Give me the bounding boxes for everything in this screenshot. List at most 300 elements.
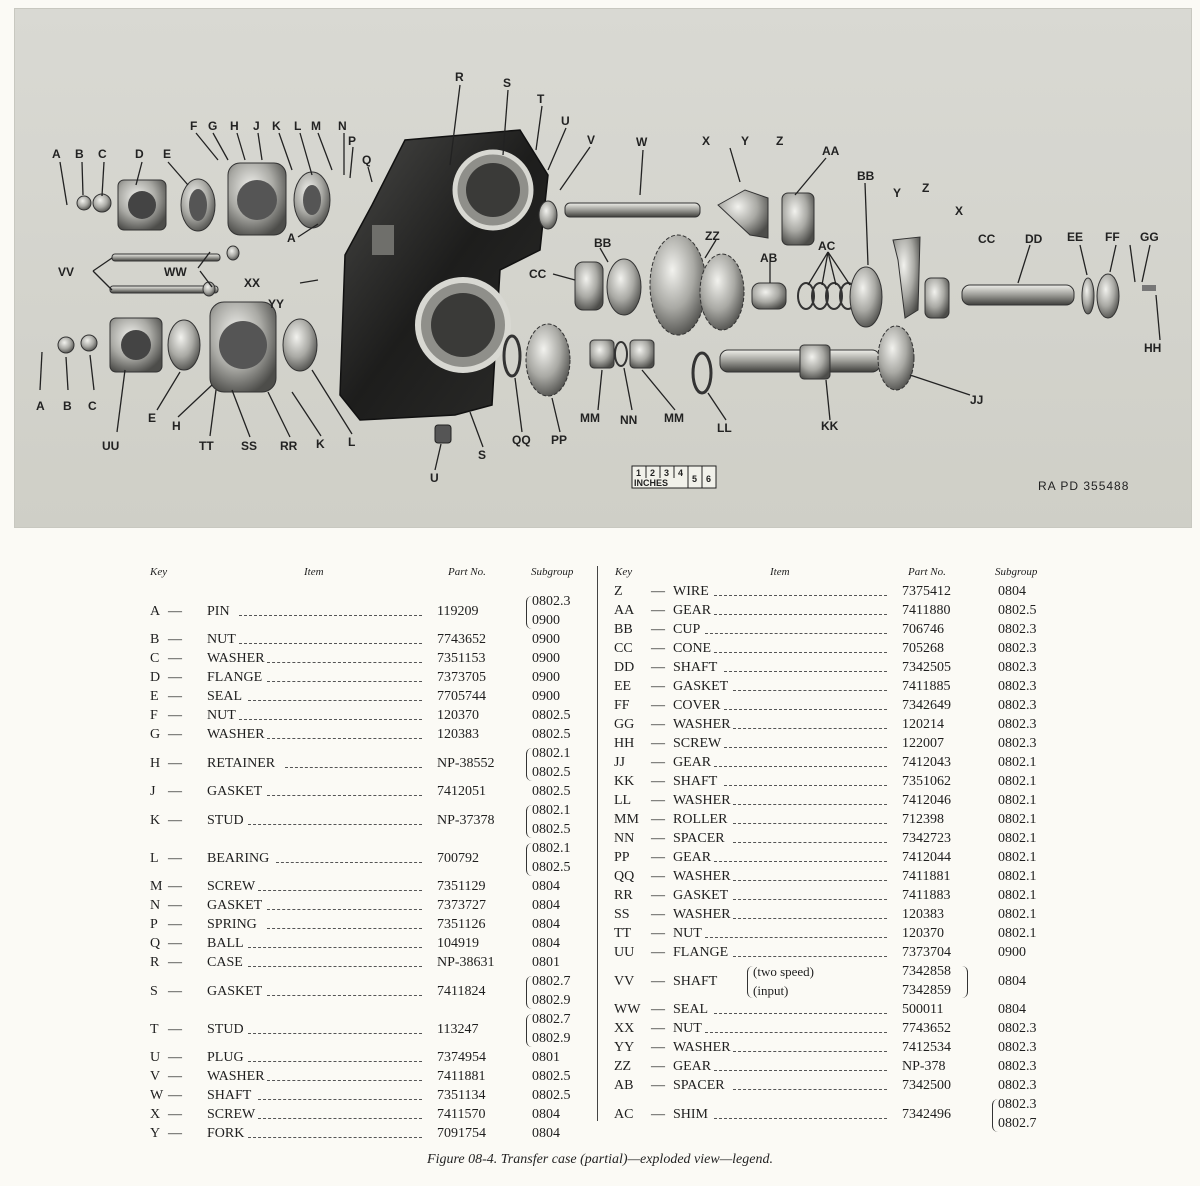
callout-label: K: [316, 437, 325, 451]
row-item: STUD: [207, 813, 244, 828]
row-subgroup: 0802.1: [532, 841, 571, 856]
row-subgroup: 0802.1: [998, 888, 1037, 903]
callout-label: S: [503, 76, 512, 90]
row-dash: —: [651, 641, 665, 656]
row-dash: —: [168, 1088, 182, 1103]
row-part-number: 700792: [437, 851, 479, 866]
row-subgroup: 0804: [998, 974, 1026, 989]
row-key: EE: [614, 679, 632, 694]
legend-row: [0, 736, 1200, 755]
scale-tick: 2: [650, 468, 656, 478]
header-part-left: Part No.: [448, 566, 486, 578]
row-item: SHAFT: [673, 974, 718, 989]
row-dash: —: [651, 774, 665, 789]
row-subgroup: 0802.5: [532, 784, 571, 799]
row-item: SHAFT: [207, 1088, 252, 1103]
row-subgroup: 0802.9: [532, 1031, 571, 1046]
callout-label: AA: [822, 144, 840, 158]
row-dash: —: [651, 717, 665, 732]
row-item: SCREW: [207, 1107, 256, 1122]
callout-label: QQ: [512, 433, 531, 447]
row-leader: [733, 1040, 887, 1052]
row-part-number: 7351129: [437, 879, 486, 894]
legend-row: [0, 1021, 1200, 1040]
row-dash: —: [651, 850, 665, 865]
row-subgroup: 0802.3: [998, 736, 1037, 751]
callout-label: WW: [164, 265, 187, 279]
row-subgroup: 0900: [532, 651, 560, 666]
header-subgroup-left: Subgroup: [531, 566, 574, 578]
callout-label: L: [348, 435, 356, 449]
row-subgroup: 0802.1: [998, 831, 1037, 846]
row-dash: —: [168, 898, 182, 913]
header-key-left: Key: [150, 566, 168, 578]
row-subgroup: 0802.3: [532, 594, 571, 609]
row-dash: —: [651, 793, 665, 808]
row-key: J: [150, 784, 156, 799]
row-dash: —: [168, 851, 182, 866]
row-item: CONE: [673, 641, 712, 656]
row-key: U: [150, 1050, 161, 1065]
row-item: WASHER: [673, 869, 731, 884]
row-part-number: 104919: [437, 936, 479, 951]
row-part-number: 7412534: [902, 1040, 951, 1055]
row-part-number: 7374954: [437, 1050, 486, 1065]
row-subgroup: 0802.1: [998, 907, 1037, 922]
row-item: COVER: [673, 698, 721, 713]
row-dash: —: [168, 708, 182, 723]
row-leader: [714, 850, 887, 862]
row-part-number: 119209: [437, 604, 479, 619]
row-key: L: [150, 851, 159, 866]
row-item: WASHER: [673, 793, 731, 808]
row-dash: —: [168, 632, 182, 647]
row-item: SPRING: [207, 917, 257, 932]
row-key: Z: [614, 584, 623, 599]
row-leader: [724, 698, 888, 710]
legend-row: [0, 1040, 1200, 1059]
row-dash: —: [168, 784, 182, 799]
row-part-number: 7375412: [902, 584, 951, 599]
row-item: SPACER: [673, 831, 725, 846]
row-subgroup: 0900: [532, 613, 560, 628]
row-item: GEAR: [673, 850, 712, 865]
row-subgroup: 0802.3: [998, 641, 1037, 656]
scale-tick: 4: [678, 468, 684, 478]
row-part-number: 120383: [902, 907, 944, 922]
row-part-number: NP-37378: [437, 813, 495, 828]
callout-label: NN: [620, 413, 638, 427]
row-dash: —: [168, 670, 182, 685]
row-key: P: [150, 917, 158, 932]
row-subgroup: 0900: [998, 945, 1026, 960]
row-item: GASKET: [673, 888, 729, 903]
row-key: M: [150, 879, 163, 894]
header-subgroup-right: Subgroup: [995, 566, 1038, 578]
row-item: SHAFT: [673, 660, 718, 675]
row-dash: —: [168, 936, 182, 951]
row-subgroup: 0802.1: [998, 793, 1037, 808]
callout-label: GG: [1140, 230, 1159, 244]
callout-label: E: [163, 147, 172, 161]
row-key: MM: [614, 812, 639, 827]
row-item: WASHER: [207, 651, 265, 666]
row-part-number: 7351062: [902, 774, 951, 789]
row-key: FF: [614, 698, 630, 713]
legend-row: [0, 793, 1200, 812]
row-key: A: [150, 604, 161, 619]
row-key: YY: [614, 1040, 635, 1055]
row-part-number: 705268: [902, 641, 944, 656]
row-item: SCREW: [673, 736, 722, 751]
row-subgroup: 0802.3: [998, 660, 1037, 675]
row-item: GEAR: [673, 755, 712, 770]
row-dash: —: [651, 945, 665, 960]
row-key: X: [150, 1107, 161, 1122]
row-part-number: 7411824: [437, 984, 486, 999]
row-part-number: 7705744: [437, 689, 486, 704]
callout-label: C: [88, 399, 97, 413]
row-subgroup: 0802.7: [998, 1116, 1037, 1131]
row-subgroup: 0804: [532, 879, 560, 894]
row-item: NUT: [673, 926, 702, 941]
row-part-number: 7411885: [902, 679, 951, 694]
row-leader: [714, 641, 887, 653]
legend-row: [0, 907, 1200, 926]
row-subgroup: 0802.7: [532, 1012, 571, 1027]
callout-label: E: [148, 411, 157, 425]
row-part-number: 7373705: [437, 670, 486, 685]
row-part-number: 113247: [437, 1022, 479, 1037]
row-dash: —: [168, 984, 182, 999]
scale-tick: 5: [692, 474, 698, 484]
row-leader: [714, 1059, 887, 1071]
row-part-number: 7351153: [437, 651, 486, 666]
row-dash: —: [651, 926, 665, 941]
row-item: PLUG: [207, 1050, 244, 1065]
callout-label: ZZ: [705, 229, 720, 243]
row-key: T: [150, 1022, 159, 1037]
row-key: S: [150, 984, 158, 999]
row-subgroup: 0802.1: [532, 803, 571, 818]
row-subgroup: 0804: [532, 1126, 560, 1141]
row-item: NUT: [673, 1021, 702, 1036]
row-subgroup: 0802.5: [532, 765, 571, 780]
row-leader: [733, 812, 887, 824]
row-dash: —: [651, 831, 665, 846]
callout-label: A: [36, 399, 45, 413]
row-dash: —: [168, 1126, 182, 1141]
header-item-right: Item: [770, 566, 790, 578]
row-key: SS: [614, 907, 630, 922]
legend-row: [0, 850, 1200, 869]
row-dash: —: [168, 1050, 182, 1065]
row-subgroup: 0802.3: [998, 698, 1037, 713]
callout-label: MM: [580, 411, 600, 425]
callout-label: A: [287, 231, 296, 245]
row-key: JJ: [614, 755, 625, 770]
legend-row: [0, 584, 1200, 603]
row-key: Q: [150, 936, 161, 951]
header-item-left: Item: [304, 566, 324, 578]
row-leader: [714, 603, 887, 615]
callout-label: X: [702, 134, 711, 148]
legend-row: [0, 622, 1200, 641]
row-item: NUT: [207, 632, 236, 647]
callout-label: U: [430, 471, 439, 485]
row-item: SPACER: [673, 1078, 725, 1093]
row-leader: [714, 755, 887, 767]
row-key: W: [150, 1088, 164, 1103]
variant-label: (two speed): [753, 964, 815, 979]
legend-row: [0, 698, 1200, 717]
row-part-number: 7412051: [437, 784, 486, 799]
callout-label: CC: [978, 232, 996, 246]
row-dash: —: [168, 955, 182, 970]
row-key: R: [150, 955, 160, 970]
callout-label: RR: [280, 439, 298, 453]
row-key: AB: [614, 1078, 634, 1093]
callout-label: XX: [244, 276, 261, 290]
row-key: UU: [614, 945, 635, 960]
row-subgroup: 0804: [998, 584, 1026, 599]
row-leader: [724, 736, 888, 748]
part-brace: [962, 966, 968, 998]
row-item: NUT: [207, 708, 236, 723]
row-part-number: 7342496: [902, 1107, 951, 1122]
row-leader: [714, 1107, 887, 1119]
row-dash: —: [651, 603, 665, 618]
row-subgroup: 0802.1: [998, 774, 1037, 789]
row-dash: —: [651, 622, 665, 637]
callout-label: PP: [551, 433, 568, 447]
callout-label: V: [587, 133, 596, 147]
row-subgroup: 0802.1: [998, 926, 1037, 941]
row-leader: [733, 793, 887, 805]
row-item: WASHER: [673, 717, 731, 732]
header-key-right: Key: [615, 566, 633, 578]
callout-label: N: [338, 119, 347, 133]
callout-label: AB: [760, 251, 778, 265]
row-part-number: 7411881: [902, 869, 951, 884]
callout-label: G: [208, 119, 218, 133]
row-part-number: 7351134: [437, 1088, 486, 1103]
legend-row: [0, 945, 1200, 964]
row-dash: —: [651, 1040, 665, 1055]
figure-caption: Figure 08-4. Transfer case (partial)—exploded view—legend.: [427, 1152, 773, 1167]
legend-row: [0, 926, 1200, 945]
reference-code: RA PD 355488: [1038, 479, 1130, 493]
row-subgroup: 0804: [532, 936, 560, 951]
row-item: FORK: [207, 1126, 245, 1141]
row-part-number: 120383: [437, 727, 479, 742]
row-dash: —: [168, 1107, 182, 1122]
callout-label: R: [455, 70, 464, 84]
row-subgroup: 0802.3: [998, 1097, 1037, 1112]
row-item: SEAL: [673, 1002, 708, 1017]
row-key: BB: [614, 622, 633, 637]
callout-label: BB: [857, 169, 875, 183]
row-dash: —: [651, 974, 665, 989]
callout-label: B: [63, 399, 72, 413]
row-part-number: 7411570: [437, 1107, 486, 1122]
row-part-number: 7412043: [902, 755, 951, 770]
legend-row: [0, 869, 1200, 888]
row-dash: —: [651, 660, 665, 675]
legend-row: [0, 1059, 1200, 1078]
row-subgroup: 0802.3: [998, 622, 1037, 637]
row-dash: —: [651, 584, 665, 599]
row-part-number: 7351126: [437, 917, 486, 932]
callout-label: K: [272, 119, 281, 133]
row-dash: —: [168, 813, 182, 828]
row-item: CASE: [207, 955, 243, 970]
row-item: RETAINER: [207, 756, 276, 771]
row-leader: [733, 945, 887, 957]
callout-label: Y: [893, 186, 902, 200]
row-part-number: 7342858: [902, 964, 951, 979]
callout-label: YY: [268, 297, 285, 311]
row-subgroup: 0802.5: [532, 708, 571, 723]
row-part-number: 120214: [902, 717, 944, 732]
row-key: QQ: [614, 869, 635, 884]
row-subgroup: 0804: [532, 917, 560, 932]
callout-label: FF: [1105, 230, 1120, 244]
row-key: PP: [614, 850, 630, 865]
row-part-number: 7342859: [902, 983, 951, 998]
row-leader: [705, 1021, 887, 1033]
row-subgroup: 0900: [532, 689, 560, 704]
row-key: C: [150, 651, 160, 666]
row-subgroup: 0804: [998, 1002, 1026, 1017]
legend-row: [0, 660, 1200, 679]
row-dash: —: [168, 651, 182, 666]
row-part-number: 122007: [902, 736, 944, 751]
row-subgroup: 0802.1: [998, 812, 1037, 827]
row-dash: —: [168, 1022, 182, 1037]
legend-row: [0, 603, 1200, 622]
row-key: AC: [614, 1107, 634, 1122]
row-item: GASKET: [207, 784, 263, 799]
row-leader: [733, 888, 887, 900]
legend-row: [0, 774, 1200, 793]
row-dash: —: [168, 727, 182, 742]
row-dash: —: [651, 1002, 665, 1017]
row-item: GEAR: [673, 1059, 712, 1074]
row-item: GEAR: [673, 603, 712, 618]
scale-tick: 3: [664, 468, 670, 478]
row-subgroup: 0802.5: [532, 727, 571, 742]
scale-label: INCHES: [634, 478, 669, 488]
row-part-number: 7411883: [902, 888, 951, 903]
row-subgroup: 0802.3: [998, 1021, 1037, 1036]
row-dash: —: [168, 917, 182, 932]
legend-row: [0, 964, 1200, 1002]
row-subgroup: 0802.1: [998, 755, 1037, 770]
callout-label: LL: [717, 421, 732, 435]
row-key: RR: [614, 888, 633, 903]
callout-label: UU: [102, 439, 120, 453]
row-part-number: NP-38552: [437, 756, 495, 771]
row-key: LL: [614, 793, 632, 808]
row-subgroup: 0802.5: [998, 603, 1037, 618]
row-subgroup: 0802.3: [998, 1059, 1037, 1074]
row-dash: —: [651, 1078, 665, 1093]
row-subgroup: 0801: [532, 1050, 560, 1065]
row-part-number: 712398: [902, 812, 944, 827]
row-dash: —: [168, 604, 182, 619]
callout-label: TT: [199, 439, 214, 453]
row-leader: [714, 584, 887, 596]
row-item: SEAL: [207, 689, 242, 704]
row-key: DD: [614, 660, 635, 675]
row-part-number: 7373704: [902, 945, 951, 960]
callout-label: KK: [821, 419, 839, 433]
transfer-case-housing: [340, 130, 548, 420]
callout-label: D: [135, 147, 144, 161]
row-subgroup: 0801: [532, 955, 560, 970]
callout-label: SS: [241, 439, 258, 453]
row-part-number: 7412046: [902, 793, 951, 808]
callout-label: DD: [1025, 232, 1043, 246]
row-dash: —: [651, 907, 665, 922]
legend-row: [0, 831, 1200, 850]
callout-label: F: [190, 119, 198, 133]
row-dash: —: [651, 679, 665, 694]
row-item: WIRE: [673, 584, 709, 599]
row-leader: [733, 679, 887, 691]
row-leader: [714, 1002, 887, 1014]
callout-label: L: [294, 119, 302, 133]
scale-tick: 1: [636, 468, 642, 478]
row-dash: —: [651, 888, 665, 903]
row-part-number: NP-38631: [437, 955, 495, 970]
legend-row: [0, 755, 1200, 774]
row-part-number: 706746: [902, 622, 944, 637]
row-subgroup: 0804: [532, 1107, 560, 1122]
row-dash: —: [651, 698, 665, 713]
row-part-number: 7743652: [902, 1021, 951, 1036]
row-dash: —: [168, 689, 182, 704]
row-subgroup: 0804: [532, 898, 560, 913]
row-part-number: 120370: [902, 926, 944, 941]
row-subgroup: 0802.3: [998, 1040, 1037, 1055]
row-item: GASKET: [207, 898, 263, 913]
row-leader: [724, 660, 888, 672]
callout-label: P: [348, 134, 357, 148]
row-subgroup: 0802.9: [532, 993, 571, 1008]
row-part-number: 120370: [437, 708, 479, 723]
callout-label: CC: [529, 267, 547, 281]
row-subgroup: 0802.5: [532, 1069, 571, 1084]
row-key: TT: [614, 926, 632, 941]
row-dash: —: [651, 736, 665, 751]
row-dash: —: [651, 1059, 665, 1074]
callout-label: T: [537, 92, 545, 106]
callout-label: Q: [362, 153, 372, 167]
row-subgroup: 0802.1: [532, 746, 571, 761]
row-dash: —: [651, 755, 665, 770]
callout-label: H: [172, 419, 181, 433]
row-key: GG: [614, 717, 635, 732]
legend-row: [0, 888, 1200, 907]
gear-train-parts: [435, 190, 1156, 443]
row-part-number: 7342649: [902, 698, 951, 713]
row-dash: —: [168, 756, 182, 771]
row-item: CUP: [673, 622, 701, 637]
inch-scale-bar: [632, 466, 716, 488]
row-item: PIN: [207, 604, 230, 619]
